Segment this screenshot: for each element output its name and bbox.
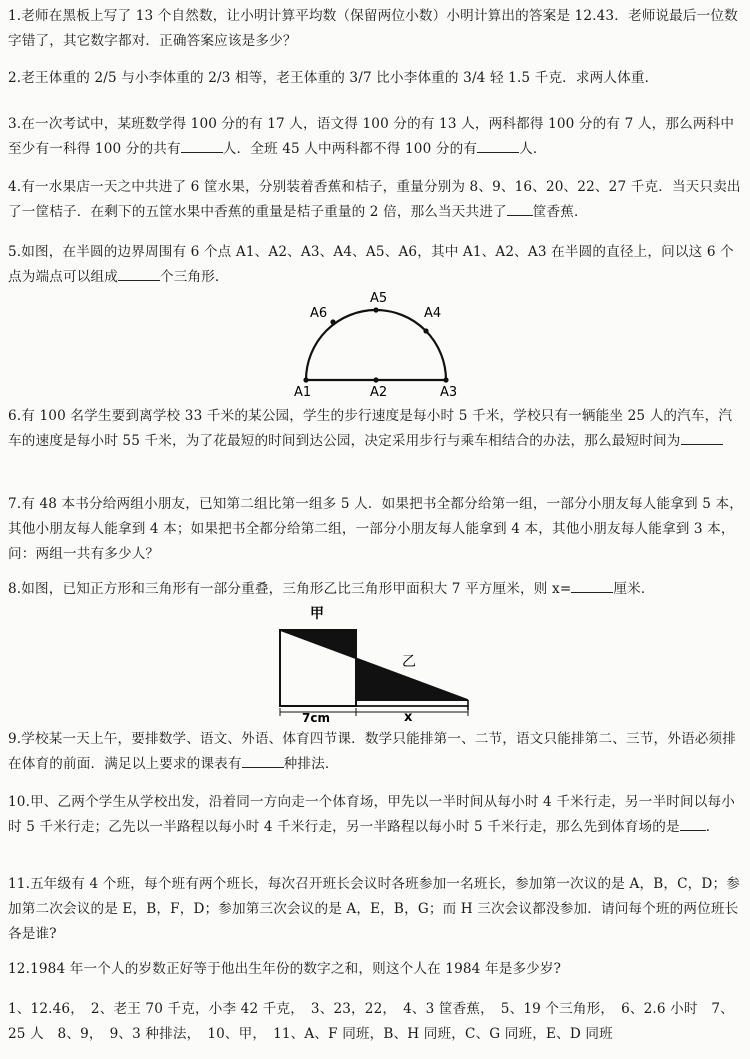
label-jia: 甲 bbox=[310, 606, 324, 622]
square-triangle-figure bbox=[270, 600, 480, 725]
question-3-text-c: 人． bbox=[519, 141, 547, 157]
point-label-a5: A5 bbox=[370, 291, 388, 306]
question-10-text-a: 10.甲、乙两个学生从学校出发，沿着同一方向走一个体育场，甲先以一半时间从每小时 4 千米行走，另一半时间以每小时 5 千米行走；乙先以一半路程以每小时 4 千米行走，另一半路程以每小时 5 千米行走，那么先到体育场的是 bbox=[8, 794, 735, 835]
semicircle-figure bbox=[280, 288, 480, 400]
answer-blank[interactable] bbox=[181, 137, 223, 153]
question-10-text-b: ． bbox=[705, 819, 720, 835]
question-5 bbox=[8, 240, 744, 290]
answer-key: 1、12.46， 2、老王 70 千克，小李 42 千克， 3、23，22， 4、3 筐香蕉， 5、19 个三角形， 6、2.6 小时 7、25 人 8、9， 9、3 种排法， 10、甲， 11、A、F 同班，B、H 同班，C、G 同班，E、D 同班 bbox=[8, 1001, 734, 1042]
question-8-text-a: 8.如图，已知正方形和三角形有一部分重叠，三角形乙比三角形甲面积大 7 平方厘米，则 x= bbox=[8, 581, 572, 597]
answer-blank[interactable] bbox=[681, 429, 723, 445]
question-2: 2.老王体重的 2/5 与小李体重的 2/3 相等，老王体重的 3/7 比小李体重的 3/4 轻 1.5 千克．求两人体重． bbox=[8, 70, 659, 86]
label-7cm: 7cm bbox=[302, 711, 330, 725]
question-11: 11.五年级有 4 个班，每个班有两个班长，每次召开班长会议时各班参加一名班长，参加第一次议的是 A，B，C，D；参加第二次会议的是 E，B，F，D；参加第三次会议的是 A，E，B，G；而 H 三次会议都没参加．请问每个班的两位班长各是谁? bbox=[8, 876, 740, 942]
question-8 bbox=[8, 577, 744, 602]
question-4-text-b: 筐香蕉． bbox=[532, 204, 588, 220]
question-4 bbox=[8, 175, 744, 225]
question-9-text-b: 种排法． bbox=[283, 756, 339, 772]
point-label-a3: A3 bbox=[440, 385, 458, 400]
question-4-text-a: 4.有一水果店一天之中共进了 6 筐水果，分别装着香蕉和桔子，重量分别为 8、9、16、20、22、27 千克．当天只卖出了一筐桔子．在剩下的五筐水果中香蕉的重量是桔子重量的 2 倍，那么当天共进了 bbox=[8, 179, 741, 220]
question-6 bbox=[8, 404, 744, 454]
label-yi: 乙 bbox=[402, 654, 416, 670]
answer-blank[interactable] bbox=[242, 752, 284, 768]
question-8-text-b: 厘米． bbox=[613, 581, 655, 597]
question-3-text-b: 人．全班 45 人中两科都不得 100 分的有 bbox=[222, 141, 478, 157]
point-label-a2: A2 bbox=[370, 385, 388, 400]
question-5-text-b: 个三角形． bbox=[159, 269, 229, 285]
answer-blank[interactable] bbox=[680, 815, 706, 831]
question-5-text-a: 5.如图，在半圆的边界周围有 6 个点 A1、A2、A3、A4、A5、A6，其中 A1、A2、A3 在半圆的直径上，问以这 6 个点为端点可以组成 bbox=[8, 244, 734, 285]
question-1: 1.老师在黑板上写了 13 个自然数，让小明计算平均数（保留两位小数）小明计算出的答案是 12.43．老师说最后一位数字错了，其它数字都对．正确答案应该是多少？ bbox=[8, 8, 738, 49]
question-7: 7.有 48 本书分给两组小朋友，已知第二组比第一组多 5 人．如果把书全都分给第一组，一部分小朋友每人能拿到 5 本，其他小朋友每人能拿到 4 本；如果把书全都分给第二组，一部分小朋友每人能拿到 4 本，其他小朋友每人能拿到 3 本，问：两组一共有多少人？ bbox=[8, 496, 743, 562]
question-9-text-a: 9.学校某一天上午，要排数学、语文、外语、体育四节课．数学只能排第一、二节，语文只能排第二、三节，外语必须排在体育的前面．满足以上要求的课表有 bbox=[8, 731, 736, 772]
answer-blank[interactable] bbox=[118, 265, 160, 281]
question-12: 12.1984 年一个人的岁数正好等于他出生年份的数字之和，则这个人在 1984 年是多少岁? bbox=[8, 961, 562, 977]
point-label-a4: A4 bbox=[424, 306, 442, 321]
answer-blank[interactable] bbox=[571, 577, 613, 593]
answer-blank[interactable] bbox=[477, 137, 519, 153]
question-10 bbox=[8, 790, 744, 840]
question-3 bbox=[8, 112, 744, 162]
point-label-a6: A6 bbox=[310, 306, 328, 321]
question-6-text: 6.有 100 名学生要到离学校 33 千米的某公园，学生的步行速度是每小时 5 千米，学校只有一辆能坐 25 人的汽车，汽车的速度是每小时 55 千米，为了花最短的时间到达公园，决定采用步行与乘车相结合的办法，那么最短时间为 bbox=[8, 408, 733, 449]
point-label-a1: A1 bbox=[294, 385, 312, 400]
label-x: x bbox=[404, 710, 413, 725]
question-9 bbox=[8, 727, 744, 777]
question-3-text-a: 3.在一次考试中，某班数学得 100 分的有 17 人，语文得 100 分的有 13 人，两科都得 100 分的有 7 人，那么两科中至少有一科得 100 分的共有 bbox=[8, 116, 735, 157]
answer-blank[interactable] bbox=[507, 200, 533, 216]
